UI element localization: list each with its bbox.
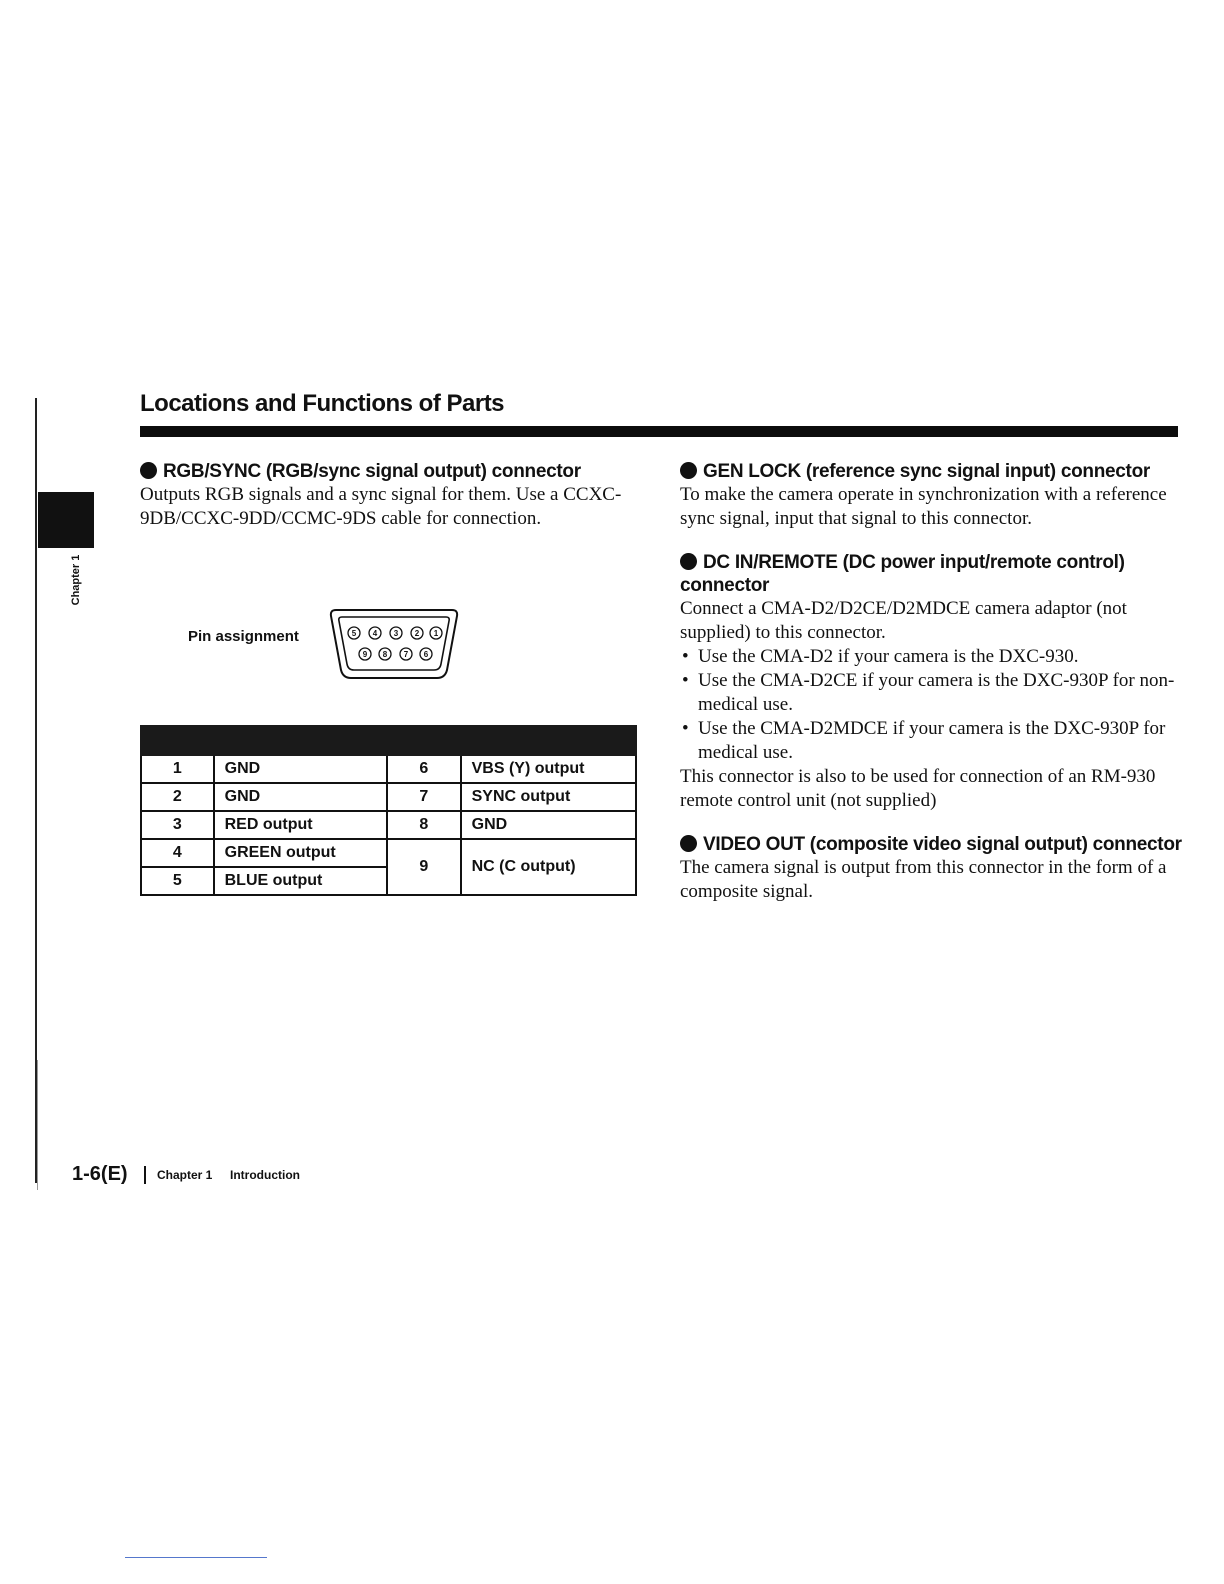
bullet-icon <box>680 835 697 852</box>
gen-lock-section <box>680 460 1190 531</box>
svg-text:9: 9 <box>362 650 368 659</box>
pin-signal: RED output <box>214 811 387 839</box>
table-row <box>141 811 636 839</box>
connector-pin-3 <box>390 627 402 639</box>
footer-chapter: Chapter 1 <box>157 1168 213 1182</box>
pin-number: 4 <box>141 839 214 867</box>
svg-text:2: 2 <box>414 629 420 638</box>
page-number: 1-6(E) <box>72 1163 128 1185</box>
table-row <box>141 839 636 867</box>
rgb-sync-heading-text: RGB/SYNC (RGB/sync signal output) connector <box>163 461 581 482</box>
pin-number: 8 <box>387 811 461 839</box>
svg-text:8: 8 <box>382 650 388 659</box>
margin-rule-lower <box>37 1060 38 1190</box>
bullet-icon <box>680 462 697 479</box>
footer-section: Introduction <box>230 1168 300 1182</box>
video-out-heading-text: VIDEO OUT (composite video signal output) connector <box>703 834 1182 855</box>
pin-number: 5 <box>141 867 214 895</box>
connector-pin-7 <box>400 648 412 660</box>
dc-in-heading <box>680 551 1190 597</box>
pin-number: 2 <box>141 783 214 811</box>
video-out-section <box>680 833 1190 904</box>
page-title: Locations and Functions of Parts <box>140 390 505 417</box>
chapter-side-label <box>64 552 88 608</box>
pin-signal: VBS (Y) output <box>461 755 636 783</box>
pin-number: 3 <box>141 811 214 839</box>
left-column <box>140 460 640 551</box>
pin-signal: BLUE output <box>214 867 387 895</box>
bullet-icon <box>140 462 157 479</box>
list-item: • Use the CMA-D2MDCE if your camera is the DXC-930P for medical use. <box>680 717 1190 765</box>
table-row <box>141 783 636 811</box>
video-out-body: The camera signal is output from this connector in the form of a composite signal. <box>680 857 1167 902</box>
title-rule <box>140 426 1178 437</box>
rgb-sync-section <box>140 460 640 531</box>
bullet-icon <box>680 553 697 570</box>
list-item: • Use the CMA-D2CE if your camera is the DXC-930P for non-medical use. <box>680 669 1190 717</box>
d-sub-connector-icon <box>328 604 460 682</box>
pin-signal: GND <box>214 755 387 783</box>
dc-in-body-2: This connector is also to be used for connection of an RM-930 remote control unit (not supplied) <box>680 766 1156 811</box>
pin-number: 1 <box>141 755 214 783</box>
connector-pin-4 <box>369 627 381 639</box>
pin-signal: GREEN output <box>214 839 387 867</box>
table-header-band <box>141 726 636 755</box>
footer-separator <box>144 1166 146 1184</box>
right-column <box>680 460 1190 924</box>
svg-text:7: 7 <box>403 650 409 659</box>
table-row <box>141 755 636 783</box>
pin-number: 7 <box>387 783 461 811</box>
svg-text:3: 3 <box>393 629 399 638</box>
gen-lock-heading-text: GEN LOCK (reference sync signal input) connector <box>703 461 1150 482</box>
connector-pin-8 <box>379 648 391 660</box>
pin-signal: GND <box>461 811 636 839</box>
dc-in-body: Connect a CMA-D2/D2CE/D2MDCE camera adaptor (not supplied) to this connector. <box>680 598 1127 643</box>
svg-text:1: 1 <box>433 629 439 638</box>
gen-lock-heading <box>680 460 1190 483</box>
bottom-rule <box>125 1557 267 1558</box>
chapter-tab-marker <box>38 492 94 548</box>
pin-signal: GND <box>214 783 387 811</box>
svg-text:6: 6 <box>423 650 429 659</box>
gen-lock-body: To make the camera operate in synchronization with a reference sync signal, input that signal to this connector. <box>680 484 1167 529</box>
pin-assignment-table <box>140 725 637 896</box>
pin-number: 9 <box>387 839 461 895</box>
rgb-sync-heading <box>140 460 640 483</box>
connector-pin-5 <box>348 627 360 639</box>
dc-in-bullet-list <box>680 645 1190 765</box>
chapter-side-text: Chapter 1 <box>70 554 82 606</box>
connector-pin-9 <box>359 648 371 660</box>
video-out-heading <box>680 833 1190 856</box>
list-item: • Use the CMA-D2 if your camera is the DXC-930. <box>680 645 1190 669</box>
pin-assignment-label: Pin assignment <box>188 628 299 645</box>
connector-pin-2 <box>411 627 423 639</box>
rgb-sync-body: Outputs RGB signals and a sync signal for them. Use a CCXC- 9DB/CCXC-9DD/CCMC-9DS cable for connection. <box>140 484 622 529</box>
connector-pin-6 <box>420 648 432 660</box>
pin-signal: SYNC output <box>461 783 636 811</box>
dc-in-heading-text: DC IN/REMOTE (DC power input/remote control) connector <box>680 552 1125 596</box>
pin-signal: NC (C output) <box>461 839 636 895</box>
connector-pin-1 <box>430 627 442 639</box>
pin-number: 6 <box>387 755 461 783</box>
svg-text:4: 4 <box>372 629 378 638</box>
svg-text:5: 5 <box>351 629 357 638</box>
dc-in-section <box>680 551 1190 813</box>
